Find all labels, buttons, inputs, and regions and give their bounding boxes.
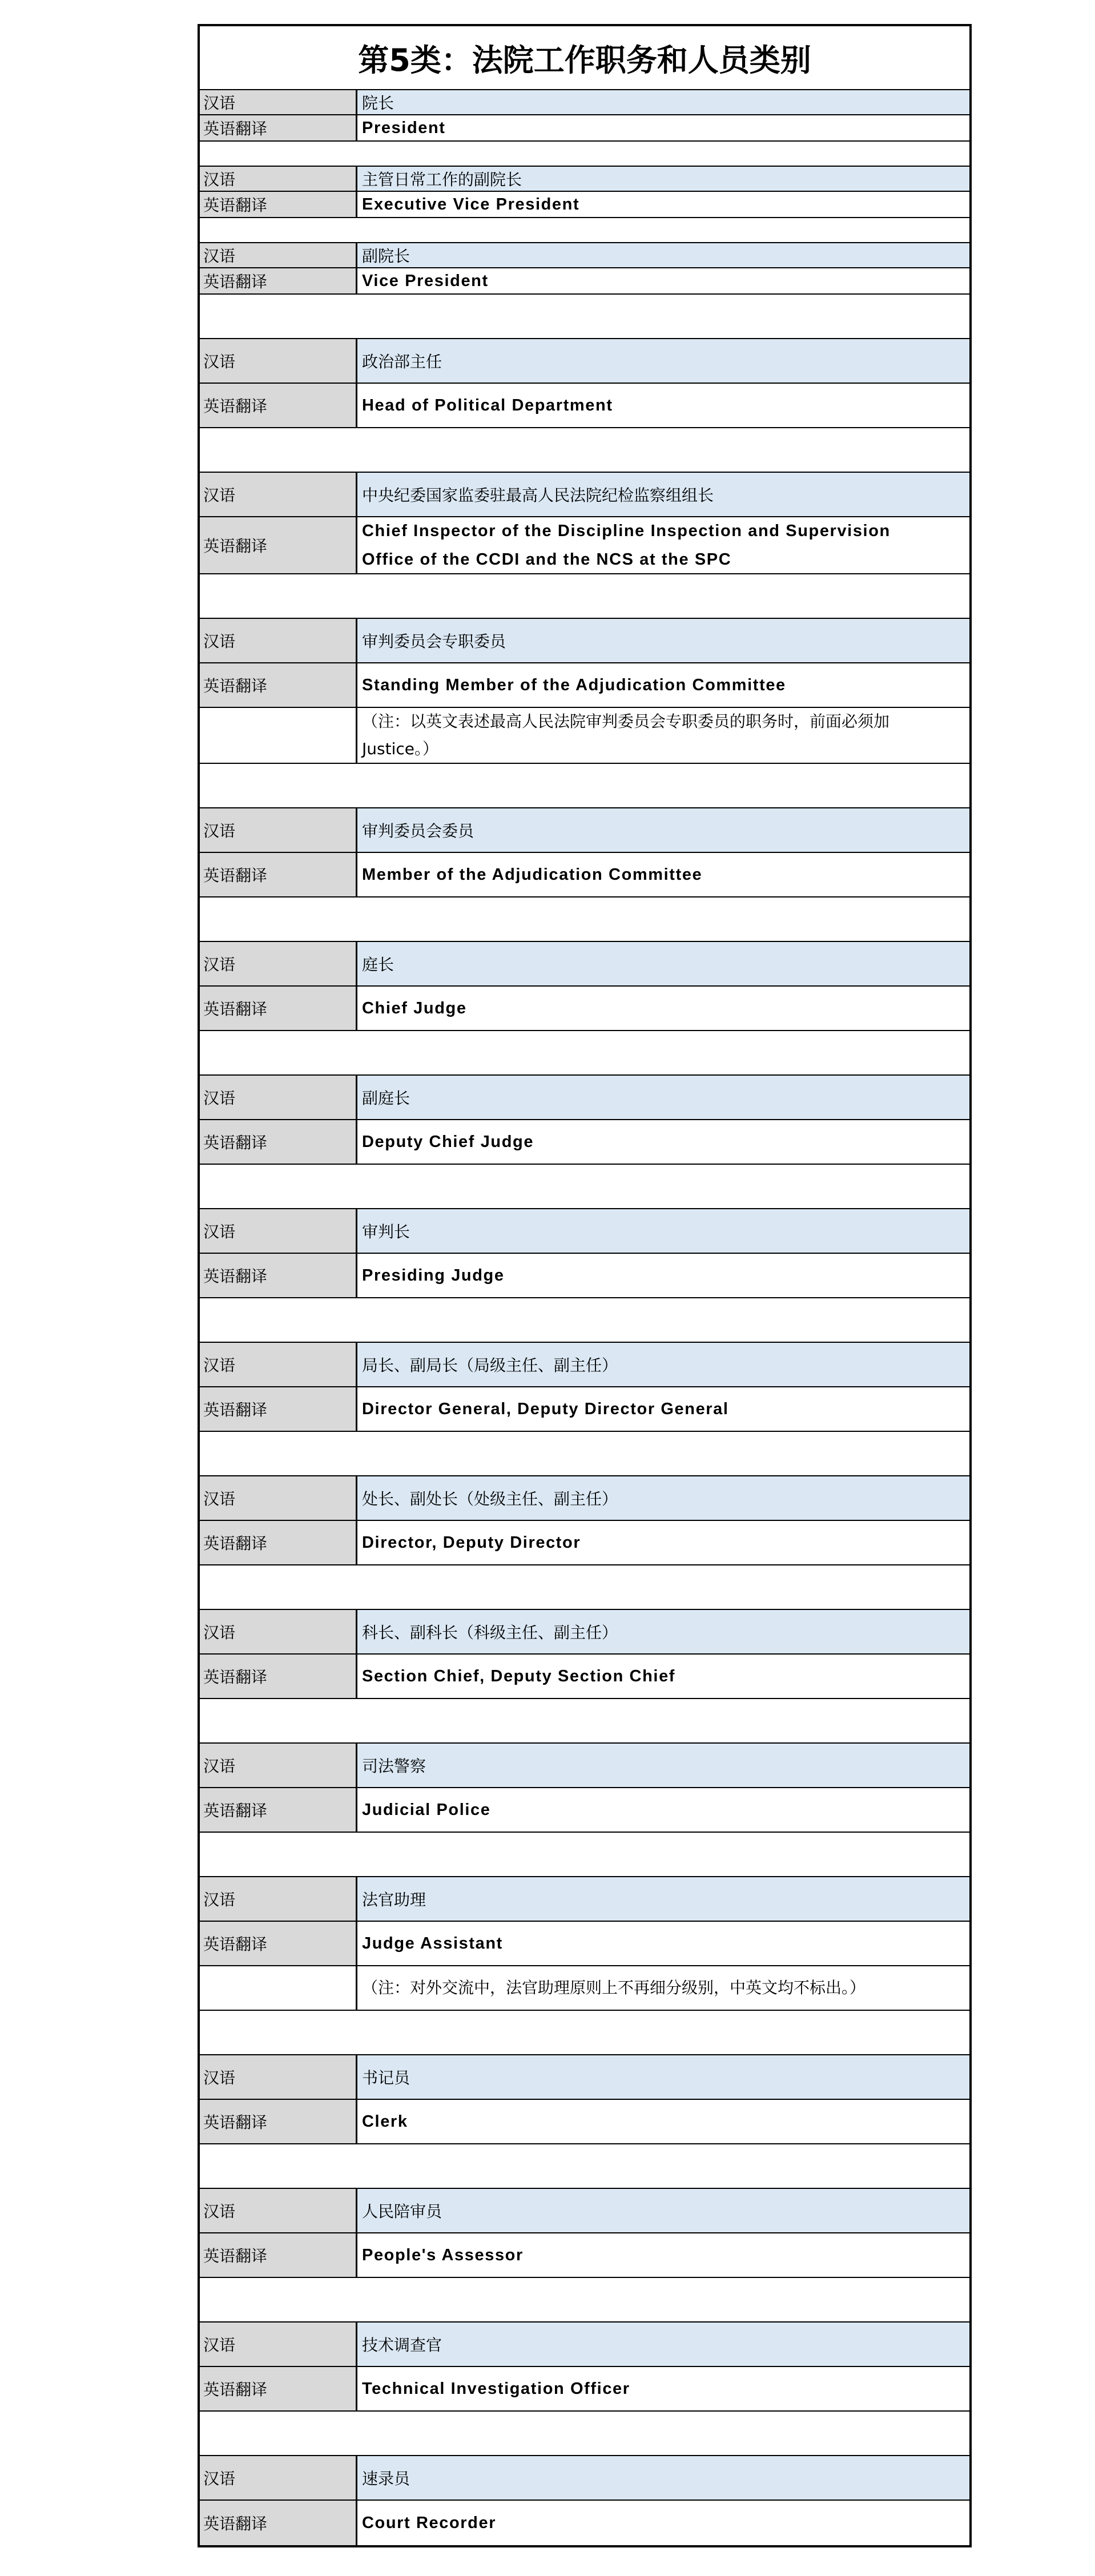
chinese-label: 汉语 <box>200 1476 357 1520</box>
chinese-term-row <box>200 1610 969 1655</box>
chinese-term: 处长、副处长（处级主任、副主任） <box>357 1476 969 1520</box>
english-label: 英语翻译 <box>200 2501 357 2545</box>
english-label: 英语翻译 <box>200 853 357 896</box>
spacer-row <box>200 1699 969 1744</box>
english-translation-row <box>200 2501 969 2545</box>
english-translation-row <box>200 1387 969 1432</box>
chinese-label: 汉语 <box>200 1610 357 1653</box>
chinese-term-row <box>200 1076 969 1120</box>
english-translation-row <box>200 987 969 1031</box>
english-label: 英语翻译 <box>200 1387 357 1431</box>
chinese-label: 汉语 <box>200 2189 357 2232</box>
english-translation: Director, Deputy Director <box>357 1521 969 1564</box>
chinese-term-row <box>200 1877 969 1922</box>
english-label: 英语翻译 <box>200 2100 357 2143</box>
spacer-row <box>200 2412 969 2456</box>
english-translation: Clerk <box>357 2100 969 2143</box>
english-translation: Chief Inspector of the Discipline Inspection and Supervision Office of the CCDI and the NCS at the SPC <box>357 517 969 573</box>
english-translation: President <box>357 115 969 140</box>
chinese-term: 科长、副科长（科级主任、副主任） <box>357 1610 969 1653</box>
english-label: 英语翻译 <box>200 2367 357 2410</box>
english-translation: Vice President <box>357 268 969 293</box>
english-translation: Head of Political Department <box>357 384 969 427</box>
english-translation: Section Chief, Deputy Section Chief <box>357 1655 969 1698</box>
chinese-term-row <box>200 243 969 268</box>
english-translation-row <box>200 517 969 574</box>
english-translation: Standing Member of the Adjudication Committee <box>357 663 969 707</box>
chinese-term-row <box>200 473 969 517</box>
spacer-row <box>200 2278 969 2323</box>
chinese-term: 司法警察 <box>357 1744 969 1787</box>
english-translation-row <box>200 853 969 897</box>
chinese-label: 汉语 <box>200 1343 357 1386</box>
english-translation-row <box>200 2100 969 2144</box>
spacer-row <box>200 218 969 243</box>
spacer-row <box>200 2011 969 2055</box>
spacer-cell <box>200 295 357 338</box>
spacer-cell <box>200 218 357 242</box>
chinese-label: 汉语 <box>200 339 357 383</box>
spacer-cell <box>200 1298 357 1342</box>
chinese-term-row <box>200 167 969 192</box>
chinese-label: 汉语 <box>200 167 357 191</box>
spacer-row <box>200 764 969 808</box>
chinese-label: 汉语 <box>200 473 357 516</box>
spacer-row <box>200 142 969 167</box>
chinese-label: 汉语 <box>200 2055 357 2099</box>
english-translation-row <box>200 1521 969 1565</box>
chinese-label: 汉语 <box>200 1209 357 1253</box>
english-label: 英语翻译 <box>200 192 357 217</box>
spacer-cell <box>200 897 357 941</box>
spacer-cell <box>200 142 357 166</box>
spacer-cell <box>200 2412 357 2455</box>
english-label: 英语翻译 <box>200 517 357 573</box>
chinese-term: 审判委员会专职委员 <box>357 619 969 662</box>
chinese-term-row <box>200 1744 969 1788</box>
spacer-cell <box>200 2278 357 2321</box>
chinese-term: 副庭长 <box>357 1076 969 1119</box>
english-label: 英语翻译 <box>200 1788 357 1832</box>
english-label: 英语翻译 <box>200 1922 357 1965</box>
chinese-term-row <box>200 2055 969 2100</box>
spacer-cell <box>200 764 357 807</box>
english-translation-row <box>200 663 969 708</box>
chinese-term: 速录员 <box>357 2456 969 2499</box>
english-translation: Judge Assistant <box>357 1922 969 1965</box>
chinese-term-row <box>200 942 969 987</box>
chinese-term-row <box>200 2456 969 2501</box>
english-translation-row <box>200 1254 969 1298</box>
note-label <box>200 1966 357 2010</box>
table-title: 第5类：法院工作职务和人员类别 <box>200 26 969 90</box>
english-translation: People's Assessor <box>357 2233 969 2277</box>
english-label: 英语翻译 <box>200 384 357 427</box>
chinese-label: 汉语 <box>200 1877 357 1921</box>
chinese-term: 书记员 <box>357 2055 969 2099</box>
table-body <box>200 90 969 2545</box>
spacer-cell <box>200 574 357 618</box>
english-translation-row <box>200 1922 969 1966</box>
chinese-term-row <box>200 1476 969 1521</box>
english-translation-row <box>200 1788 969 1833</box>
english-translation: Court Recorder <box>357 2501 969 2545</box>
chinese-term: 法官助理 <box>357 1877 969 1921</box>
chinese-label: 汉语 <box>200 2456 357 2499</box>
chinese-label: 汉语 <box>200 243 357 267</box>
spacer-row <box>200 295 969 339</box>
chinese-label: 汉语 <box>200 942 357 985</box>
english-label: 英语翻译 <box>200 115 357 140</box>
english-label: 英语翻译 <box>200 1120 357 1164</box>
spacer-cell <box>200 1699 357 1742</box>
spacer-row <box>200 1031 969 1076</box>
english-translation-row <box>200 384 969 428</box>
spacer-cell <box>200 1031 357 1074</box>
chinese-label: 汉语 <box>200 1076 357 1119</box>
chinese-term: 审判长 <box>357 1209 969 1253</box>
spacer-row <box>200 1432 969 1476</box>
english-label: 英语翻译 <box>200 987 357 1030</box>
english-translation: Technical Investigation Officer <box>357 2367 969 2410</box>
translation-note: （注：以英文表述最高人民法院审判委员会专职委员的职务时，前面必须加Justice。） <box>357 708 969 763</box>
english-translation-row <box>200 2367 969 2412</box>
chinese-term: 技术调查官 <box>357 2323 969 2366</box>
chinese-term: 局长、副局长（局级主任、副主任） <box>357 1343 969 1386</box>
chinese-term-row <box>200 339 969 384</box>
translation-note: （注：对外交流中，法官助理原则上不再细分级别，中英文均不标出。） <box>357 1966 969 2010</box>
english-translation: Presiding Judge <box>357 1254 969 1297</box>
spacer-row <box>200 1565 969 1610</box>
spacer-cell <box>200 1565 357 1609</box>
english-label: 英语翻译 <box>200 1655 357 1698</box>
english-label: 英语翻译 <box>200 2233 357 2277</box>
chinese-term: 中央纪委国家监委驻最高人民法院纪检监察组组长 <box>357 473 969 516</box>
spacer-cell <box>200 1165 357 1208</box>
chinese-term-row <box>200 1209 969 1254</box>
chinese-term-row <box>200 90 969 115</box>
spacer-cell <box>200 428 357 472</box>
english-translation-row <box>200 2233 969 2278</box>
english-translation: Director General, Deputy Director General <box>357 1387 969 1431</box>
spacer-cell <box>200 1432 357 1475</box>
chinese-term: 人民陪审员 <box>357 2189 969 2232</box>
chinese-term: 庭长 <box>357 942 969 985</box>
chinese-term-row <box>200 2189 969 2233</box>
spacer-cell <box>200 2144 357 2188</box>
spacer-cell <box>200 1833 357 1876</box>
spacer-row <box>200 897 969 942</box>
english-label: 英语翻译 <box>200 1521 357 1564</box>
chinese-term: 政治部主任 <box>357 339 969 383</box>
english-translation-row <box>200 1120 969 1165</box>
english-translation: Member of the Adjudication Committee <box>357 853 969 896</box>
spacer-row <box>200 2144 969 2189</box>
english-translation: Executive Vice President <box>357 192 969 217</box>
english-translation-row <box>200 115 969 142</box>
chinese-term-row <box>200 1343 969 1387</box>
chinese-term: 审判委员会委员 <box>357 808 969 852</box>
spacer-row <box>200 1165 969 1209</box>
english-translation-row <box>200 192 969 218</box>
chinese-label: 汉语 <box>200 808 357 852</box>
english-translation: Chief Judge <box>357 987 969 1030</box>
chinese-label: 汉语 <box>200 2323 357 2366</box>
spacer-row <box>200 1298 969 1343</box>
note-label <box>200 708 357 763</box>
note-row <box>200 1966 969 2011</box>
spacer-row <box>200 574 969 619</box>
chinese-label: 汉语 <box>200 90 357 114</box>
english-translation-row <box>200 1655 969 1699</box>
chinese-term: 副院长 <box>357 243 969 267</box>
english-label: 英语翻译 <box>200 663 357 707</box>
chinese-term-row <box>200 808 969 853</box>
english-translation: Judicial Police <box>357 1788 969 1832</box>
english-translation-row <box>200 268 969 295</box>
chinese-term: 院长 <box>357 90 969 114</box>
translation-table <box>198 24 972 2547</box>
chinese-label: 汉语 <box>200 1744 357 1787</box>
spacer-row <box>200 1833 969 1877</box>
english-label: 英语翻译 <box>200 268 357 293</box>
english-label: 英语翻译 <box>200 1254 357 1297</box>
note-row <box>200 708 969 764</box>
spacer-cell <box>200 2011 357 2054</box>
chinese-term-row <box>200 619 969 663</box>
chinese-term: 主管日常工作的副院长 <box>357 167 969 191</box>
spacer-row <box>200 428 969 473</box>
chinese-term-row <box>200 2323 969 2367</box>
chinese-label: 汉语 <box>200 619 357 662</box>
english-translation: Deputy Chief Judge <box>357 1120 969 1164</box>
